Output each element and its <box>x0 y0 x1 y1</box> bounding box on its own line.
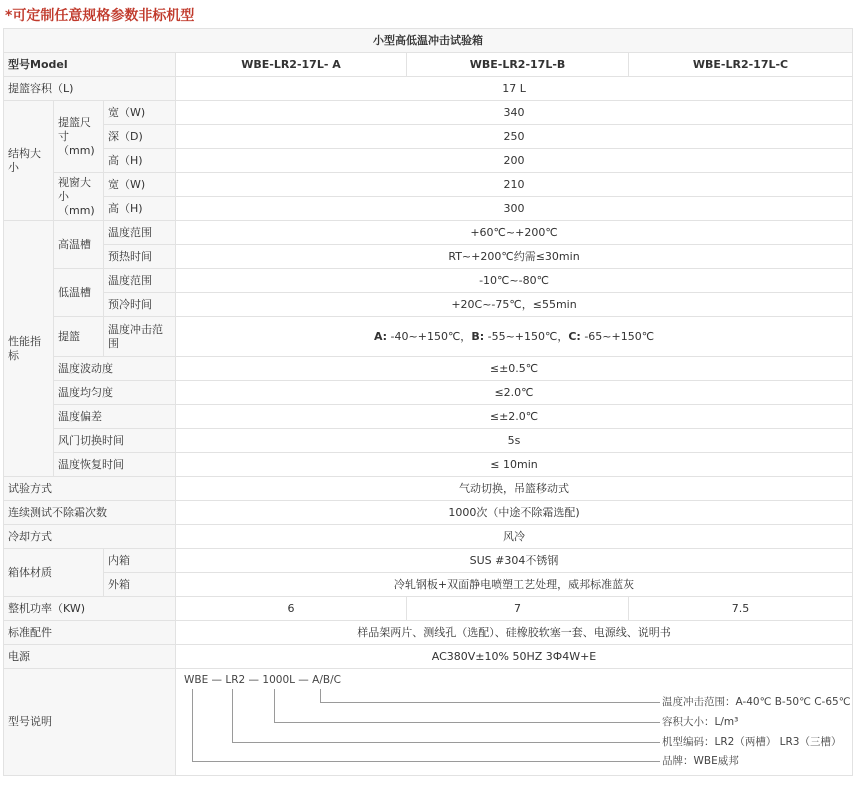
basket-height-value: 200 <box>176 149 853 173</box>
test-method-row <box>4 477 853 501</box>
shock-b-value: -55~+150℃， <box>484 329 569 343</box>
uniformity-value: ≤2.0℃ <box>176 381 853 405</box>
table-title: 小型高低温冲击试验箱 <box>4 29 853 53</box>
brand-leader-horizontal <box>192 761 660 762</box>
brand-explain: 品牌：WBE威邦 <box>662 755 739 767</box>
cooling-value: 风冷 <box>176 525 853 549</box>
brand-leader-line <box>192 689 193 761</box>
preheat-time-value: RT~+200℃约需≤30min <box>176 245 853 269</box>
high-temp-range-label: 温度范围 <box>104 221 176 245</box>
structure-label: 结构大小 <box>4 101 54 221</box>
low-temp-label: 低温槽 <box>54 269 104 317</box>
material-row <box>4 549 853 573</box>
basket-label: 提篮 <box>54 317 104 357</box>
model-c: WBE-LR2-17L-C <box>629 53 853 77</box>
volume-leader-horizontal <box>274 722 660 723</box>
high-temp-label: 高温槽 <box>54 221 104 269</box>
outer-box-value: 冷轧钢板+双面静电喷塑工艺处理，威邦标准蓝灰 <box>176 573 853 597</box>
model-code-line: WBE — LR2 — 1000L — A/B/C <box>184 674 341 686</box>
shock-a-value: -40~+150℃， <box>387 329 472 343</box>
accessories-row <box>4 621 853 645</box>
power-b-value: 7 <box>407 597 629 621</box>
performance-row <box>4 317 853 357</box>
model-explain-label: 型号说明 <box>4 669 176 776</box>
recovery-time-value: ≤ 10min <box>176 453 853 477</box>
performance-label: 性能指标 <box>4 221 54 477</box>
volume-explain: 容积大小：L/m³ <box>662 716 739 728</box>
damper-time-value: 5s <box>176 429 853 453</box>
power-label: 整机功率（KW) <box>4 597 176 621</box>
model-label: 型号Model <box>4 53 176 77</box>
model-a: WBE-LR2-17L- A <box>176 53 407 77</box>
range-leader-horizontal <box>320 702 660 703</box>
basket-depth-label: 深（D) <box>104 125 176 149</box>
continuous-test-value: 1000次（中途不除霜选配) <box>176 501 853 525</box>
code-explain: 机型编码：LR2（两槽） LR3（三槽） <box>662 736 842 748</box>
outer-box-label: 外箱 <box>104 573 176 597</box>
structure-row <box>4 149 853 173</box>
power-a-value: 6 <box>176 597 407 621</box>
structure-row <box>4 173 853 197</box>
model-explain-row <box>4 669 853 776</box>
basket-volume-row <box>4 77 853 101</box>
inner-box-label: 内箱 <box>104 549 176 573</box>
power-supply-row <box>4 645 853 669</box>
range-explain: 温度冲击范围：A-40℃ B-50℃ C-65℃ <box>662 696 851 708</box>
window-height-label: 高（H) <box>104 197 176 221</box>
performance-row <box>4 221 853 245</box>
performance-row <box>4 453 853 477</box>
basket-width-value: 340 <box>176 101 853 125</box>
accessories-value: 样品架两片、测线孔（选配）、硅橡胶软塞一套、电源线、说明书 <box>176 621 853 645</box>
inner-box-value: SUS #304不锈钢 <box>176 549 853 573</box>
high-temp-range-value: +60℃~+200℃ <box>176 221 853 245</box>
basket-size-label: 提篮尺寸（mm) <box>54 101 104 173</box>
material-row <box>4 573 853 597</box>
basket-volume-label: 提篮容积（L) <box>4 77 176 101</box>
shock-c-label: C: <box>568 329 581 343</box>
window-width-value: 210 <box>176 173 853 197</box>
fluctuation-label: 温度波动度 <box>54 357 176 381</box>
shock-range-value <box>176 317 853 357</box>
precool-time-value: +20C~-75℃，≤55min <box>176 293 853 317</box>
table-title-row <box>4 29 853 53</box>
damper-time-label: 风门切换时间 <box>54 429 176 453</box>
volume-leader-line <box>274 689 275 722</box>
shock-b-label: B: <box>471 329 485 343</box>
recovery-time-label: 温度恢复时间 <box>54 453 176 477</box>
deviation-label: 温度偏差 <box>54 405 176 429</box>
performance-row <box>4 429 853 453</box>
power-row <box>4 597 853 621</box>
power-c-value: 7.5 <box>629 597 853 621</box>
accessories-label: 标准配件 <box>4 621 176 645</box>
preheat-time-label: 预热时间 <box>104 245 176 269</box>
performance-row <box>4 405 853 429</box>
shock-range-label: 温度冲击范围 <box>104 317 176 357</box>
window-size-label: 视窗大小（mm) <box>54 173 104 221</box>
performance-row <box>4 245 853 269</box>
test-method-label: 试验方式 <box>4 477 176 501</box>
performance-row <box>4 269 853 293</box>
basket-height-label: 高（H) <box>104 149 176 173</box>
model-explain-diagram <box>176 669 853 776</box>
precool-time-label: 预冷时间 <box>104 293 176 317</box>
code-leader-line <box>232 689 233 742</box>
basket-depth-value: 250 <box>176 125 853 149</box>
basket-width-label: 宽（W) <box>104 101 176 125</box>
material-label: 箱体材质 <box>4 549 104 597</box>
performance-row <box>4 381 853 405</box>
power-supply-label: 电源 <box>4 645 176 669</box>
cooling-label: 冷却方式 <box>4 525 176 549</box>
custom-notice: *可定制任意规格参数非标机型 <box>5 8 195 24</box>
basket-volume-value: 17 L <box>176 77 853 101</box>
model-b: WBE-LR2-17L-B <box>407 53 629 77</box>
cooling-row <box>4 525 853 549</box>
window-width-label: 宽（W) <box>104 173 176 197</box>
structure-row <box>4 197 853 221</box>
power-supply-value: AC380V±10% 50HZ 3Ф4W+E <box>176 645 853 669</box>
continuous-test-label: 连续测试不除霜次数 <box>4 501 176 525</box>
test-method-value: 气动切换，吊篮移动式 <box>176 477 853 501</box>
spec-table <box>3 28 853 776</box>
continuous-test-row <box>4 501 853 525</box>
performance-row <box>4 357 853 381</box>
model-row <box>4 53 853 77</box>
structure-row <box>4 101 853 125</box>
low-temp-range-value: -10℃~-80℃ <box>176 269 853 293</box>
range-leader-line <box>320 689 321 702</box>
window-height-value: 300 <box>176 197 853 221</box>
fluctuation-value: ≤±0.5℃ <box>176 357 853 381</box>
deviation-value: ≤±2.0℃ <box>176 405 853 429</box>
performance-row <box>4 293 853 317</box>
structure-row <box>4 125 853 149</box>
shock-c-value: -65~+150℃ <box>580 329 655 343</box>
code-leader-horizontal <box>232 742 660 743</box>
shock-a-label: A: <box>373 329 388 343</box>
uniformity-label: 温度均匀度 <box>54 381 176 405</box>
low-temp-range-label: 温度范围 <box>104 269 176 293</box>
